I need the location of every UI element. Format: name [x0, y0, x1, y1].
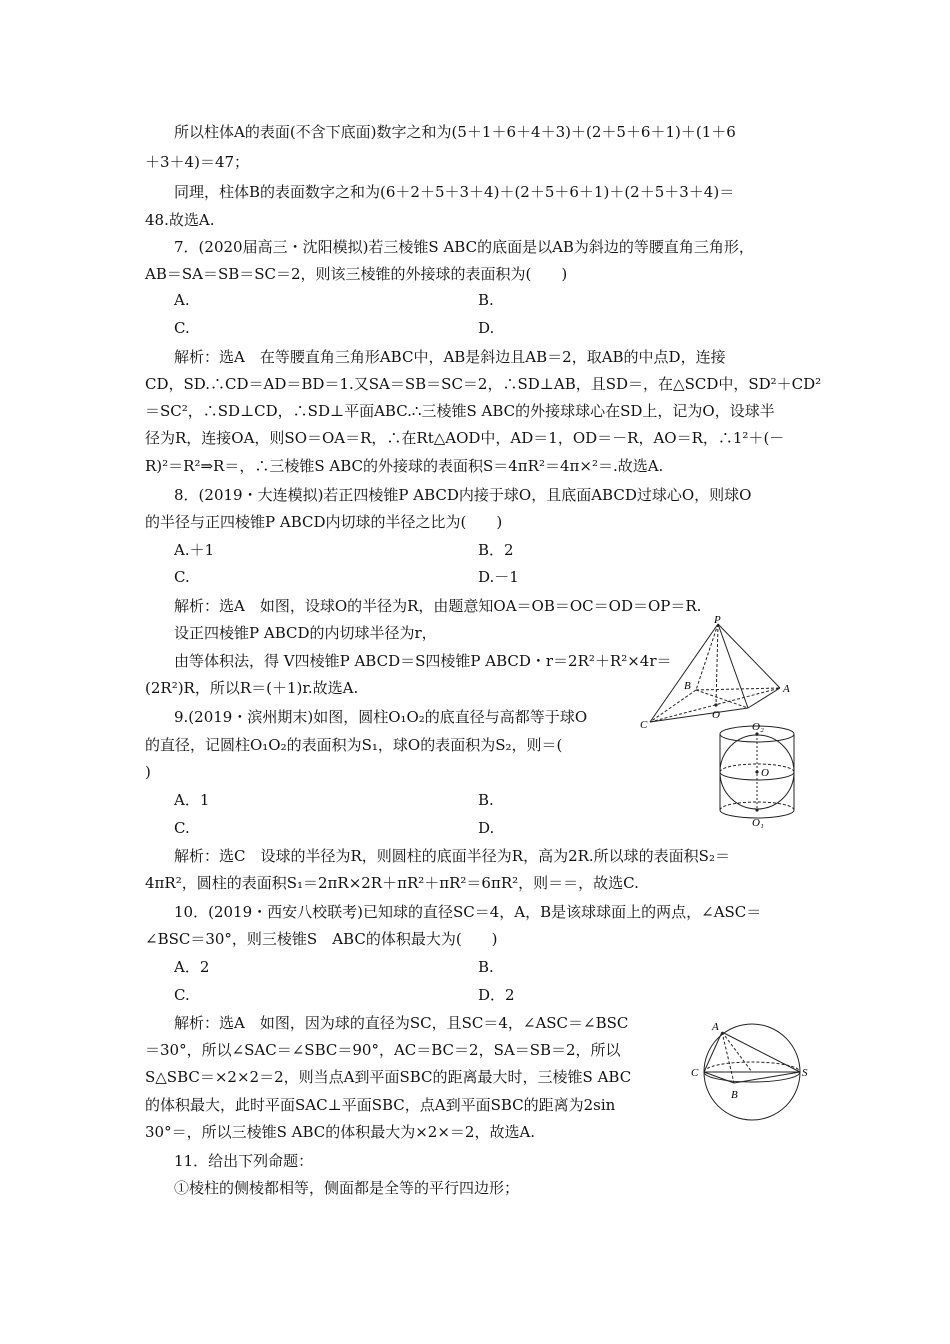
question-10: 10．(2019・西安八校联考)已知球的直径SC＝4，A，B是该球球面上的两点，∠ASC＝	[174, 903, 762, 921]
label-b: B	[684, 680, 691, 692]
option-c: C.	[174, 319, 190, 337]
solution-line: 解析：选A 如图，因为球的直径为SC，且SC＝4，∠ASC＝∠BSC	[174, 1014, 629, 1032]
label-s: S	[802, 1067, 808, 1079]
sphere-figure	[688, 1018, 814, 1122]
option-b: B.	[478, 958, 494, 976]
label-o2: O₂	[752, 721, 764, 733]
option-d: D．2	[478, 986, 515, 1004]
label-o: O	[761, 767, 769, 779]
option-a: A．1	[174, 791, 210, 809]
text-line: ①棱柱的侧棱都相等，侧面都是全等的平行四边形；	[174, 1179, 520, 1197]
option-d: D.	[478, 819, 495, 837]
label-c: C	[691, 1067, 699, 1079]
solution-line: S△SBC＝×2×2＝2，则当点A到平面SBC的距离最大时，三棱锥S ABC	[145, 1068, 632, 1086]
solution-line: ＝SC²，∴SD⊥CD，∴SD⊥平面ABC.∴三棱锥S ABC的外接球球心在SD上，记为O，设球半	[145, 402, 775, 420]
solution-line: 30°＝，所以三棱锥S ABC的体积最大为×2×＝2，故选A.	[145, 1123, 536, 1141]
option-c: C.	[174, 819, 190, 837]
option-d: D.－1	[478, 568, 519, 586]
option-b: B.	[478, 791, 494, 809]
text-line: 48.故选A.	[145, 211, 215, 229]
solution-line: 径为R，连接OA，则SO＝OA＝R，∴在Rt△AOD中，AD＝1，OD＝－R，AO＝R，∴1²＋(－	[145, 429, 785, 447]
label-a: A	[783, 683, 790, 695]
text-line: 同理，柱体B的表面数字之和为(6＋2＋5＋3＋4)＋(2＋5＋6＋1)＋(2＋5＋3＋4)＝	[174, 183, 735, 201]
pyramid-figure	[640, 614, 800, 732]
solution-line: CD，SD.∴CD＝AD＝BD＝1.又SA＝SB＝SC＝2，∴SD⊥AB，且SD＝，在△SCD中，SD²＋CD²	[145, 375, 822, 393]
question-11: 11．给出下列命题：	[174, 1152, 314, 1170]
option-b: B．2	[478, 541, 514, 559]
question-7: 7．(2020届高三・沈阳模拟)若三棱锥S ABC的底面是以AB为斜边的等腰直角三角形，	[174, 238, 754, 256]
option-b: B.	[478, 291, 494, 309]
solution-line: R)²＝R²⇒R＝，∴三棱锥S ABC的外接球的表面积S＝4πR²＝4π×²＝.故选A.	[145, 457, 664, 475]
solution-line: 的体积最大，此时平面SAC⊥平面SBC，点A到平面SBC的距离为2sin	[145, 1096, 616, 1114]
text-line: AB＝SA＝SB＝SC＝2，则该三棱锥的外接球的表面积为( )	[145, 265, 568, 283]
solution-line: 4πR²，圆柱的表面积S₁＝2πR×2R＋πR²＋πR²＝6πR²，则＝＝，故选C.	[145, 874, 639, 892]
label-c: C	[640, 719, 648, 731]
option-a: A.＋1	[174, 541, 215, 559]
text-line: 所以柱体A的表面(不含下底面)数字之和为(5＋1＋6＋4＋3)＋(2＋5＋6＋1)＋(1＋6	[174, 123, 736, 141]
option-c: C.	[174, 568, 190, 586]
cylinder-sphere-figure	[712, 718, 802, 830]
solution-line: 设正四棱锥P ABCD的内切球半径为r，	[174, 624, 437, 642]
label-b: B	[731, 1089, 738, 1101]
label-p: P	[714, 614, 721, 626]
option-a: A.	[174, 291, 190, 309]
label-o1: O₁	[752, 817, 764, 829]
label-a: A	[712, 1021, 719, 1033]
text-line: )	[145, 763, 151, 781]
solution-line: 解析：选C 设球的半径为R，则圆柱的底面半径为R，高为2R.所以球的表面积S₂＝	[174, 847, 730, 865]
label-o: O	[712, 709, 720, 721]
solution-line: (2R²)R，所以R＝(＋1)r.故选A.	[145, 679, 359, 697]
text-line: ∠BSC＝30°，则三棱锥S ABC的体积最大为( )	[145, 930, 498, 948]
solution-line: 解析：选A 如图，设球O的半径为R，由题意知OA＝OB＝OC＝OD＝OP＝R.	[174, 597, 702, 615]
question-8: 8．(2019・大连模拟)若正四棱锥P ABCD内接于球O，且底面ABCD过球心O，则球O	[174, 486, 752, 504]
text-line: 的直径，记圆柱O₁O₂的表面积为S₁，球O的表面积为S₂，则＝(	[145, 736, 563, 754]
option-d: D.	[478, 319, 495, 337]
option-a: A．2	[174, 958, 210, 976]
solution-line: ＝30°，所以∠SAC＝∠SBC＝90°，AC＝BC＝2，SA＝SB＝2，所以	[145, 1041, 621, 1059]
solution-line: 由等体积法，得 V四棱锥P ABCD＝S四棱锥P ABCD・r＝2R²＋R²×4r＝	[174, 652, 672, 670]
option-c: C.	[174, 986, 190, 1004]
text-line: ＋3＋4)＝47；	[145, 153, 250, 171]
solution-line: 解析：选A 在等腰直角三角形ABC中，AB是斜边且AB＝2，取AB的中点D，连接	[174, 348, 726, 366]
text-line: 的半径与正四棱锥P ABCD内切球的半径之比为( )	[145, 513, 503, 531]
question-9: 9.(2019・滨州期末)如图，圆柱O₁O₂的底直径与高都等于球O	[174, 708, 588, 726]
